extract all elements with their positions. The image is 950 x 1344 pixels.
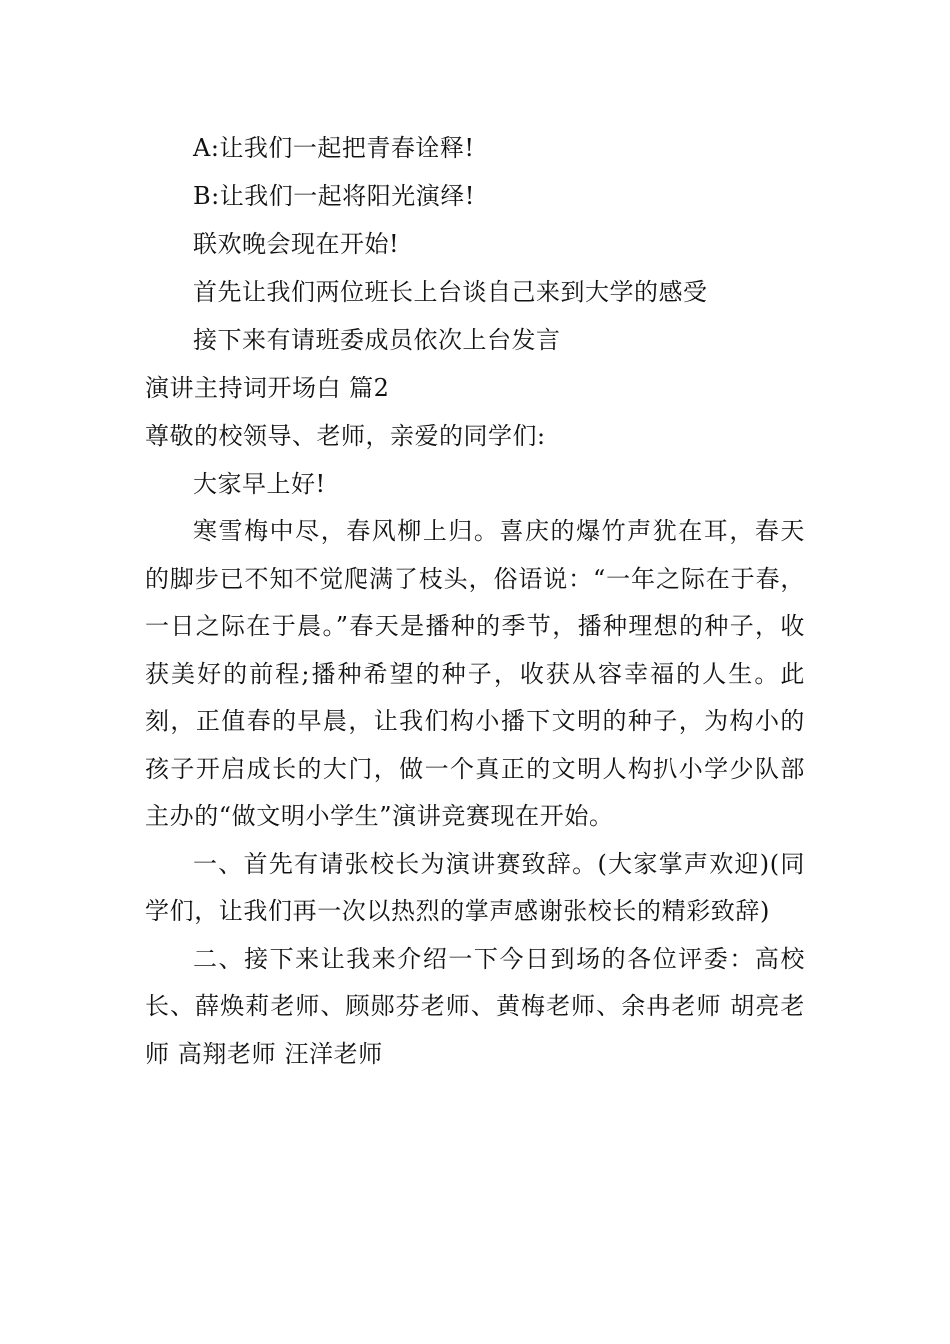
dialogue-line-b: B:让我们一起将阳光演绎! bbox=[193, 182, 475, 210]
section-title: 演讲主持词开场白 篇2 bbox=[145, 374, 390, 402]
paragraph-spring: 寒雪梅中尽，春风柳上归。喜庆的爆竹声犹在耳，春天的脚步已不知不觉爬满了枝头，俗语说：“一年之际在于春，一日之际在于晨。”春天是播种的季节，播种理想的种子，收获美好的前程;播种希望的种子，收获从容幸福的人生。此刻，正值春的早晨，让我们构小播下文明的种子，为构小的孩子开启成长的大门，做一个真正的文明人构扒小学少队部主办的“做文明小学生”演讲竞赛现在开始。 bbox=[145, 517, 805, 830]
dialogue-line-a: A:让我们一起把青春诠释! bbox=[193, 134, 475, 162]
document-body bbox=[145, 124, 805, 1078]
party-start-line: 联欢晚会现在开始! bbox=[193, 230, 400, 258]
paragraph-judges: 二、接下来让我来介绍一下今日到场的各位评委：高校长、薛焕莉老师、顾郧芬老师、黄梅老师、余冉老师 胡亮老师 高翔老师 汪洋老师 bbox=[145, 944, 805, 1068]
committee-speech-line: 接下来有请班委成员依次上台发言 bbox=[193, 326, 561, 354]
monitor-speech-line: 首先让我们两位班长上台谈自己来到大学的感受 bbox=[193, 278, 708, 306]
greeting-line: 尊敬的校领导、老师，亲爱的同学们: bbox=[145, 422, 546, 450]
paragraph-principal-speech: 一、首先有请张校长为演讲赛致辞。(大家掌声欢迎)(同学们，让我们再一次以热烈的掌声感谢张校长的精彩致辞) bbox=[145, 849, 805, 925]
morning-greeting: 大家早上好! bbox=[193, 470, 326, 498]
